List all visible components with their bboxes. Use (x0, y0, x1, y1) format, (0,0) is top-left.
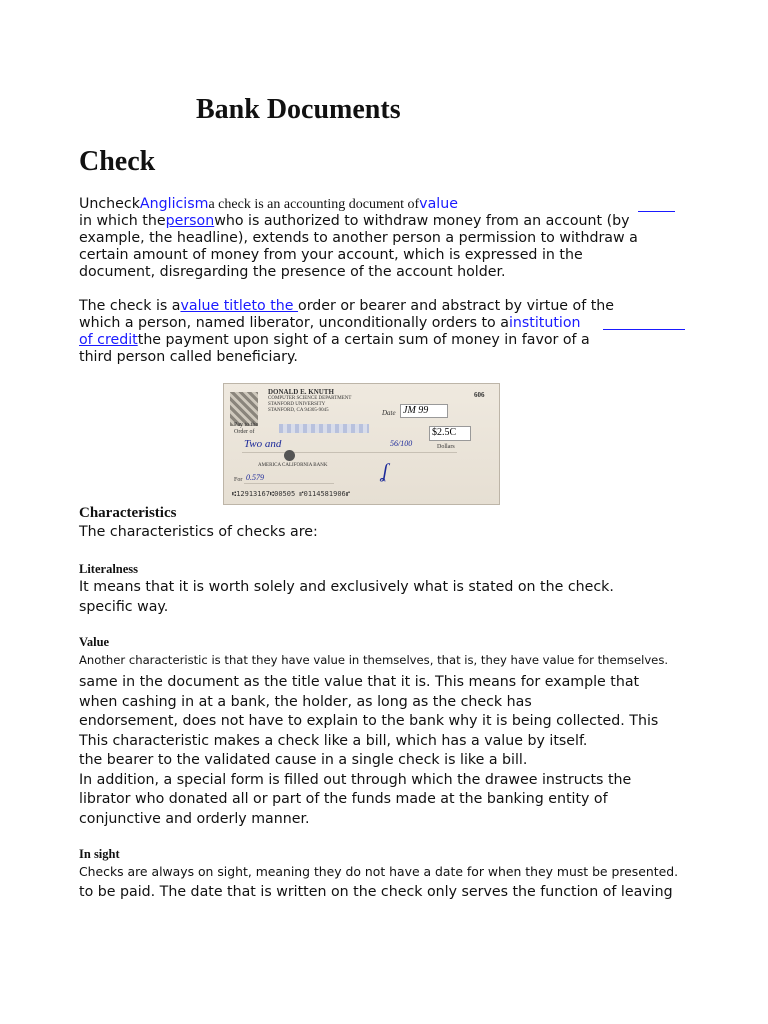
check-number: 606 (474, 391, 485, 399)
def-line-4: third person called beneficiary. (79, 349, 298, 365)
check-dollars-label: Dollars (437, 444, 455, 450)
check-payee-blurred (279, 424, 369, 433)
check-dept-line: STANFORD, CA 94305-9045 (268, 408, 329, 413)
document-title: Bank Documents (196, 94, 401, 125)
check-dept-line: COMPUTER SCIENCE DEPARTMENT (268, 396, 352, 401)
in-sight-heading: In sight (79, 847, 120, 861)
intro-line-3: example, the headline), extends to another person a permission to withdraw a (79, 230, 638, 246)
check-definition-paragraph (79, 298, 614, 366)
value-note: Another characteristic is that they have value in themselves, that is, they have value for themselves. (79, 653, 669, 667)
literalness-heading: Literalness (79, 562, 139, 576)
check-logo (230, 392, 258, 426)
check-micr-line: ⑆12913167⑆00505 ⑈0114581906⑈ (232, 490, 350, 498)
section-title: Check (79, 146, 156, 177)
def-line-1: The check is avalue titleto the order or bearer and abstract by virtue of the (79, 298, 615, 314)
check-written-amount: Two and (244, 438, 282, 450)
in-sight-note: Checks are always on sight, meaning they do not have a date for when they must be presented. (79, 864, 679, 879)
literalness-paragraph: It means that it is worth solely and exclusively what is stated on the check. specific way. (79, 579, 614, 615)
check-owner-name: DONALD E. KNUTH (268, 388, 334, 396)
characteristics-intro: The characteristics of checks are: (79, 524, 318, 540)
check-signature: ʆ (382, 460, 388, 482)
person-link[interactable]: person (165, 213, 215, 229)
check-date-label: Date (382, 409, 396, 417)
def-line-2: which a person, named liberator, unconditionally orders to ainstitution (79, 315, 581, 331)
def-line-3: of creditthe payment upon sight of a certain sum of money in favor of a (79, 332, 590, 348)
link-underline (638, 211, 675, 212)
characteristics-heading: Characteristics (79, 505, 177, 521)
intro-paragraph (79, 196, 638, 281)
check-date-box: JM 99 (400, 404, 448, 418)
link-underline (603, 329, 685, 330)
value-link[interactable]: value (419, 196, 458, 212)
anglicism-link[interactable]: Anglicism (139, 196, 209, 212)
check-memo-line (244, 483, 334, 484)
to-the-link[interactable]: to the (251, 298, 299, 314)
check-bank-name: AMERICA CALIFORNIA BANK (258, 463, 328, 468)
check-image (223, 383, 500, 505)
of-credit-link[interactable]: of credit (79, 332, 138, 348)
intro-line-5: document, disregarding the presence of the account holder. (79, 264, 506, 280)
check-for-label: For (234, 477, 243, 483)
check-fraction: 56/100 (390, 439, 413, 448)
intro-line-1: UncheckAnglicisma check is an accounting document ofvalue (79, 196, 458, 212)
check-pay-label: Pay to the Order of (234, 422, 258, 435)
check-dept-line: STANFORD UNIVERSITY (268, 402, 326, 407)
intro-line-2: in which thepersonwho is authorized to withdraw money from an account (by (79, 213, 630, 229)
check-amount-box: $2.5C (429, 426, 471, 441)
check-amount-line (242, 452, 457, 453)
value-heading: Value (79, 635, 110, 649)
intro-line-4: certain amount of money from your account, which is expressed in the (79, 247, 583, 263)
check-memo: 0.579 (246, 473, 264, 482)
in-sight-paragraph: to be paid. The date that is written on the check only serves the function of leaving (79, 884, 673, 900)
check-bank-logo (284, 450, 295, 461)
institution-link[interactable]: institution (508, 315, 581, 331)
value-paragraph: same in the document as the title value that it is. This means for example that when cashing in at a bank, the holder, as long as the check has endorsement, does not have to explain to the bank why it is being collected. This This characteristic makes a check like a bill, which has a value by itself. the bearer to the validated cause in a single check is like a bill. In addition, a special form is filled out through which the drawee instructs the librator who donated all or part of the funds made at the banking entity of conjunctive and orderly manner. (79, 674, 659, 827)
value-title-link[interactable]: value title (180, 298, 252, 314)
